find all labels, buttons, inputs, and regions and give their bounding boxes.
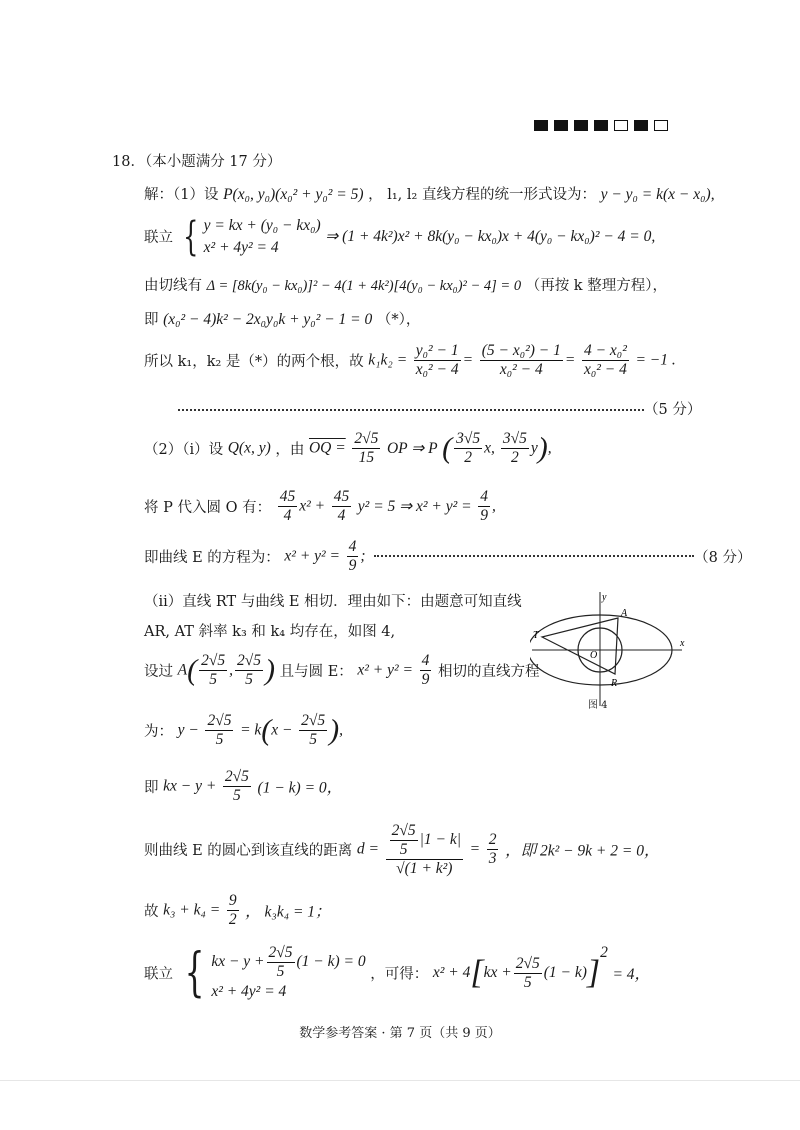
math: d = [356,840,380,858]
numerator: 2√5 [301,712,326,729]
numerator: 2√5 [515,954,540,972]
problem-note: （本小题满分 17 分） [144,154,282,170]
fraction [420,652,432,689]
solution-line-15 [144,892,331,929]
text: 解：（1）设 [144,187,219,203]
system-eq: y = kx + (y₀ − kx₀) [203,217,321,234]
label-a: A [621,608,628,619]
text: （*）， [376,312,421,328]
header-mark-4 [594,120,608,131]
fraction [514,955,542,992]
numerator: (5 − x₀²) − 1 [481,342,561,359]
denominator: 5 [215,730,224,748]
figure-caption: 图 4 [588,700,608,711]
numerator: 2√5 [201,652,226,669]
math: ， k₃k₄ = 1； [245,903,331,921]
denominator: 5 [523,973,532,991]
text: 为： [144,723,173,740]
fraction [347,538,359,575]
label-o: O [590,650,598,661]
math: (1 − k) [543,964,587,982]
problem-heading [112,150,281,171]
text: 故 [144,903,159,920]
fraction [414,342,461,379]
vector-op: OP ⇒ P [386,439,438,457]
numerator: 3√5 [456,430,481,447]
numerator: 2√5 [207,712,232,729]
denominator: √(1 + k²) [396,859,453,877]
label-r: R [611,678,618,689]
denominator: 5 [399,840,408,858]
math: x² + y² = [284,547,341,565]
fraction [478,488,490,525]
label-y: y [602,592,607,603]
fraction [199,652,227,689]
score-mark: （8 分） [694,549,752,566]
denominator: 15 [358,448,375,466]
math: kx − y + [163,777,217,795]
denominator: 9 [480,506,488,524]
header-mark-5 [614,120,628,131]
dotted-leader [178,409,644,411]
header-mark-7 [654,120,668,131]
score-row-1 [178,398,701,419]
vector-oq: OQ = [308,439,346,457]
text: 将 P 代入圆 O 有： [144,499,272,516]
score-mark: （5 分） [644,402,702,418]
text: AR, AT 斜率 k₃ 和 k₄ 均存在，如图 4, [144,624,396,640]
denominator: 5 [309,730,317,748]
fraction [332,488,352,525]
numerator [386,822,463,860]
denominator: 4 [283,506,292,524]
math: = k [240,721,262,739]
text: （2）（i）设 [144,441,224,458]
text: 联立 [144,966,173,983]
solution-line-6: （2）（i）设 Q(x, y) ，由 OQ = $\frac{2√5}{15}$ OP ⇒ P ( $\frac{3√5}{2}$ x, $\frac{3√5}{2}$ y), [144,430,552,466]
solution-line-9 [144,590,522,611]
system-eq: x² + 4y² = 4 [211,982,287,1000]
math: = [469,840,481,858]
numerator: 9 [228,892,237,909]
equation-system [204,215,321,258]
solution-line-7: 将 P 代入圆 O 有： $\frac{45}{4}$ x² + $\frac{45}{4}$ y² = 5 ⇒ x² + y² = $\frac{4}{9}$ , [144,488,496,524]
denominator: 9 [421,670,430,688]
numerator: 2√5 [391,822,416,839]
denominator: 4 [337,506,346,524]
fraction [223,768,251,805]
label-t: T [533,630,539,641]
math: (1 − k) = 0 [296,952,366,970]
text: （ii）直线 RT 与曲线 E 相切．理由如下：由题意可知直线 [144,594,522,610]
text: 相切的直线方程 [437,663,540,680]
fraction [454,430,482,467]
math: Δ = [8k(y₀ − kx₀)]² − 4(1 + 4k²)[4(y₀ − kx₀)² − 4] = 0 [206,278,522,294]
text: 联立 [144,230,173,247]
fraction [352,430,380,467]
system-eq [211,944,365,981]
math: ⇒ (1 + 4k²)x² + 8k(y₀ − kx₀)x + 4(y₀ − kx₀)² − 4 = 0, [325,228,656,246]
math: = 4， [612,966,651,984]
fraction [205,712,233,749]
solution-line-3 [144,274,667,295]
system-eq: x² + 4y² = 4 [203,238,279,256]
numerator: 2√5 [268,944,293,961]
numerator: 2√5 [354,430,379,447]
math: y² = 5 ⇒ x² + y² = [357,497,472,515]
solution-line-11: 设过 A( $\frac{2√5}{5}$ , $\frac{2√5}{5}$ ) 且与圆 E： x² + y² = $\frac{4}{9}$ 相切的直线方程 [144,652,540,688]
text: 则曲线 E 的圆心到该直线的距离 [144,843,353,860]
numerator: 4 − x₀² [583,342,627,359]
solution-line-10 [144,620,395,641]
math: P(x₀, y₀)(x₀² + y₀² = 5) [223,186,364,203]
numerator: 3√5 [502,430,527,447]
denominator: x₀² − 4 [415,360,459,378]
text: 即 [144,312,159,328]
math: = −1 . [635,351,676,369]
fraction [299,712,327,749]
math: x − [271,721,293,739]
denominator: 5 [209,670,217,688]
header-marks [534,120,668,131]
solution-line-5: 所以 k₁，k₂ 是（*）的两个根，故 k₁k₂ = $\frac{\text{y₀² − 1}}{\text{x₀² − 4}}$ = $\frac{\text{(5 − x₀²) − 1}}{\text{x₀² − 4}}$ = $\frac{\text{4 − x₀²}}{\text{x₀² − 4}}$ = −1 . [144,342,676,378]
text: ，可得： [370,966,429,983]
math: k₁k₂ = [368,351,408,369]
math: (x₀² − 4)k² − 2x₀y₀k + y₀² − 1 = 0 [163,311,373,328]
math: x² + y² = [357,661,414,679]
solution-line-8: 即曲线 E 的方程为： x² + y² = $\frac{4}{9}$ ; （8 分） [144,538,752,574]
fraction [480,342,563,379]
header-mark-2 [554,120,568,131]
text: 即 [144,779,159,796]
ellipse-circle-diagram [530,588,690,708]
solution-line-1 [144,183,715,204]
solution-line-13 [144,768,342,805]
math: x² + 4 [432,964,471,982]
page-footer: 数学参考答案 · 第 7 页（共 9 页） [299,1026,501,1041]
text: 即曲线 E 的方程为： [144,549,280,566]
fraction [390,822,418,859]
text: ， l₁, l₂ 直线方程的统一形式设为： [368,187,596,203]
math: k₃ + k₄ = [163,901,221,919]
dotted-leader [374,555,694,557]
denominator: 3 [488,850,497,868]
numerator: 2√5 [236,652,261,669]
header-mark-3 [574,120,588,131]
fraction [235,652,263,689]
fraction [278,488,298,525]
fraction [501,430,529,467]
fraction [267,944,295,981]
numerator: 4 [480,488,488,505]
text: 设过 [144,663,173,680]
header-mark-1 [534,120,548,131]
denominator: 5 [233,786,241,804]
denominator: 9 [348,556,357,574]
fraction [487,831,499,868]
denominator: 2 [228,910,237,928]
math: kx + [483,964,512,982]
math: A [177,661,188,679]
text: 由切线有 [144,278,202,294]
solution-line-2 [144,215,655,258]
denominator: x₀² − 4 [499,360,543,378]
denominator: 5 [276,962,285,980]
math: y − [177,721,199,739]
numerator: 45 [333,488,350,505]
label-x: x [680,638,685,649]
math: ，即 2k² − 9k + 2 = 0， [505,842,660,860]
solution-line-12: 为： y − $\frac{2√5}{5}$ = k(x − $\frac{2√5}{5}$ ), [144,712,343,748]
numerator: 2√5 [224,768,249,785]
problem-number: 18． [112,154,145,170]
text: （再按 k 整理方程）， [525,278,667,294]
math: (1 − k) = 0， [257,779,343,797]
solution-line-4 [144,308,420,329]
math: Q(x, y) [227,439,271,457]
numerator: 2 [488,831,497,849]
denominator: 2 [510,448,519,466]
numerator: 45 [279,488,296,505]
denominator: 2 [464,448,473,466]
math: y − y₀ = k(x − x₀), [600,186,715,203]
left-brace: { [182,213,198,260]
math: kx − y + [211,952,265,970]
numerator: 4 [348,538,357,555]
triangle-atr [542,618,618,674]
distance-fraction [386,822,463,877]
left-brace: { [184,943,205,1004]
numerator: 4 [421,652,430,669]
denominator: 5 [245,670,253,688]
figure-4 [530,588,690,723]
page-bottom-divider [0,1080,800,1081]
denominator: x₀² − 4 [583,360,627,378]
solution-line-14 [144,822,659,877]
text: ，由 [275,441,305,458]
equation-system [211,944,365,1002]
numerator: y₀² − 1 [415,342,459,359]
solution-line-16: 联立 { kx − y + $\frac{2√5}{5}$ (1 − k) = 0 x² + 4y² = 4 ，可得： x² + 4[kx + $\frac{2√5}{5}$ (1 − k)]$^2$ = 4， [144,943,651,1004]
text: 且与圆 E： [279,663,353,680]
fraction [582,342,629,379]
header-mark-6 [634,120,648,131]
text: 所以 k₁，k₂ 是（*）的两个根，故 [144,353,364,370]
abs-value: |1 − k| [419,830,462,848]
fraction [227,892,239,929]
